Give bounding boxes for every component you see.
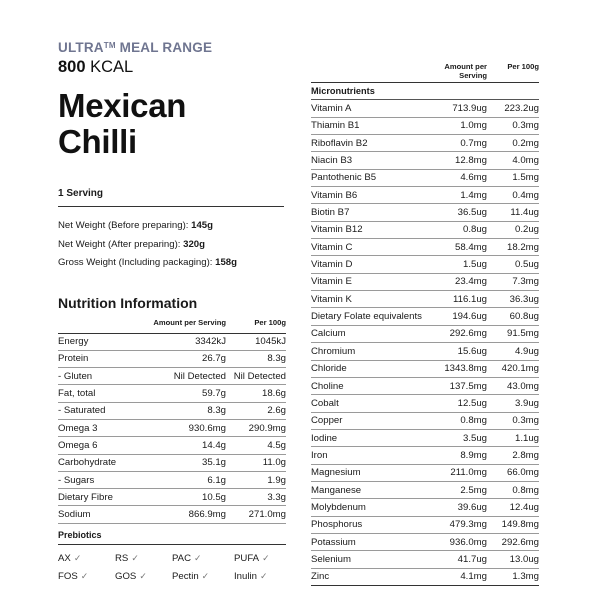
amount-per-serving: 15.6ug [423,343,487,360]
amount-per-serving: Nil Detected [138,368,226,385]
trademark-mark: TM [103,41,116,50]
table-row [311,377,539,394]
amount-per-100g: 0.2mg [487,135,539,152]
table-row [311,395,539,412]
nutrient-name: Vitamin A [311,100,423,117]
nutrient-name: Sodium [58,506,138,523]
meal-range-label [58,40,288,55]
prebiotic-item [234,571,286,582]
amount-per-100g: 18.2mg [487,239,539,256]
amount-per-100g: 11.4ug [487,204,539,221]
table-row [311,204,539,221]
amount-per-100g: 1.3mg [487,568,539,585]
nutrient-name: Cobalt [311,395,423,412]
amount-per-100g: 0.5ug [487,256,539,273]
amount-per-serving: 6.1g [138,471,226,488]
table-row [311,499,539,516]
table-row [311,447,539,464]
amount-per-100g: 7.3mg [487,273,539,290]
kcal-unit: KCAL [85,58,134,76]
amount-per-100g: 4.0mg [487,152,539,169]
nutrient-name: Chloride [311,360,423,377]
prebiotic-item [115,571,172,582]
nutrient-name: Magnesium [311,464,423,481]
nutrient-name: Selenium [311,551,423,568]
amount-per-100g: 290.9mg [226,419,286,436]
amount-per-100g: 420.1mg [487,360,539,377]
table-row [311,135,539,152]
amount-per-serving: 292.6mg [423,325,487,342]
amount-per-serving: 211.0mg [423,464,487,481]
amount-per-100g: 0.3mg [487,117,539,134]
amount-per-serving: 116.1ug [423,291,487,308]
nutrient-name: Pantothenic B5 [311,169,423,186]
table-row [58,471,286,488]
amount-per-serving: 713.9ug [423,100,487,117]
amount-per-serving: 39.6ug [423,499,487,516]
prebiotic-label: FOS [58,570,78,582]
amount-per-serving: 866.9mg [138,506,226,523]
table-row [311,412,539,429]
table-row [311,551,539,568]
col-amount-per-serving: Amount per Serving [138,318,226,334]
nutrient-name: Manganese [311,481,423,498]
col-per-100g: Per 100g [226,318,286,334]
amount-per-100g: Nil Detected [226,368,286,385]
weights-list [58,217,288,273]
amount-per-serving: 36.5ug [423,204,487,221]
table-row [311,291,539,308]
amount-per-100g: 66.0mg [487,464,539,481]
amount-per-serving: 1343.8mg [423,360,487,377]
table-row [311,568,539,585]
nutrition-table [58,318,286,524]
amount-per-100g: 18.6g [226,385,286,402]
amount-per-100g: 4.9ug [487,343,539,360]
table-row [58,454,286,471]
nutrient-name: - Sugars [58,471,138,488]
micronutrients-section-row [311,83,539,100]
amount-per-serving: 4.1mg [423,568,487,585]
nutrient-name: - Gluten [58,368,138,385]
amount-per-serving: 12.5ug [423,395,487,412]
product-info [58,40,288,524]
amount-per-serving: 59.7g [138,385,226,402]
nutrient-name: Thiamin B1 [311,117,423,134]
nutrient-name: Niacin B3 [311,152,423,169]
amount-per-100g: 3.9ug [487,395,539,412]
amount-per-serving: 23.4mg [423,273,487,290]
amount-per-100g: 271.0mg [226,506,286,523]
nutrient-name: Carbohydrate [58,454,138,471]
table-row [58,385,286,402]
table-row [311,464,539,481]
prebiotic-label: Inulin [234,570,257,582]
amount-per-100g: 1.9g [226,471,286,488]
amount-per-100g: 0.3mg [487,412,539,429]
amount-per-100g: 43.0mg [487,377,539,394]
prebiotic-label: RS [115,552,129,564]
checkmark-icon: ✓ [131,552,139,563]
prebiotic-label: PUFA [234,552,260,564]
amount-per-100g: 91.5mg [487,325,539,342]
amount-per-serving: 194.6ug [423,308,487,325]
range-suffix: MEAL RANGE [115,40,213,55]
amount-per-100g: 0.2ug [487,221,539,238]
nutrient-name: Vitamin K [311,291,423,308]
table-row [311,325,539,342]
amount-per-serving: 26.7g [138,350,226,367]
table-row [311,256,539,273]
amount-per-serving: 2.5mg [423,481,487,498]
title-line-1: Mexican [58,87,187,124]
nutrient-name: Energy [58,333,138,350]
amount-per-serving: 0.8mg [423,412,487,429]
table-row [311,360,539,377]
nutrition-title: Nutrition Information [58,294,198,311]
table-row [58,419,286,436]
amount-per-serving: 936.0mg [423,533,487,550]
section-label: Micronutrients [311,83,539,100]
amount-per-serving: 3342kJ [138,333,226,350]
micronutrients-panel [311,62,539,586]
prebiotic-item [234,553,286,564]
checkmark-icon: ✓ [73,552,82,563]
nutrient-name: Omega 6 [58,437,138,454]
amount-per-100g: 8.3g [226,350,286,367]
table-row [58,437,286,454]
prebiotics-title: Prebiotics [58,530,102,540]
weight-after: Net Weight (After preparing): 320g [58,238,206,250]
table-row [311,169,539,186]
table-row [311,273,539,290]
checkmark-icon: ✓ [262,552,270,563]
prebiotic-label: PAC [172,552,192,564]
amount-per-serving: 12.8mg [423,152,487,169]
table-row [311,429,539,446]
nutrient-name: Molybdenum [311,499,423,516]
nutrient-name: Phosphorus [311,516,423,533]
amount-per-100g: 2.6g [226,402,286,419]
table-row [311,187,539,204]
table-row [58,506,286,523]
amount-per-100g: 1.1ug [487,429,539,446]
amount-per-serving: 1.0mg [423,117,487,134]
nutrient-name: Fat, total [58,385,138,402]
nutrient-name: Zinc [311,568,423,585]
table-row [311,308,539,325]
amount-per-serving: 8.3g [138,402,226,419]
amount-per-100g: 4.5g [226,437,286,454]
micro-header-row [311,62,539,83]
checkmark-icon: ✓ [194,552,202,563]
amount-per-serving: 41.7ug [423,551,487,568]
checkmark-icon: ✓ [139,570,147,581]
amount-per-100g: 1.5mg [487,169,539,186]
table-row [311,100,539,117]
amount-per-serving: 137.5mg [423,377,487,394]
amount-per-100g: 0.8mg [487,481,539,498]
nutrient-name: Protein [58,350,138,367]
nutrient-name: Chromium [311,343,423,360]
prebiotic-item [58,553,115,564]
table-row [311,152,539,169]
amount-per-100g: 36.3ug [487,291,539,308]
prebiotics-grid [58,549,286,585]
title-line-2: Chilli [58,123,137,160]
nutrient-name: Potassium [311,533,423,550]
table-row [311,343,539,360]
nutrient-name: Copper [311,412,423,429]
amount-per-100g: 3.3g [226,489,286,506]
table-row [311,117,539,134]
col-amount-per-serving: Amount per Serving [444,62,487,80]
amount-per-serving: 1.5ug [423,256,487,273]
amount-per-serving: 930.6mg [138,419,226,436]
amount-per-100g: 1045kJ [226,333,286,350]
table-row [311,533,539,550]
range-name: ULTRA [58,40,104,55]
checkmark-icon: ✓ [201,570,210,581]
nutrient-name: Choline [311,377,423,394]
amount-per-serving: 479.3mg [423,516,487,533]
table-row [311,516,539,533]
table-row [58,350,286,367]
nutrient-name: Iron [311,447,423,464]
amount-per-100g: 11.0g [226,454,286,471]
prebiotic-label: GOS [115,570,137,582]
amount-per-serving: 0.8ug [423,221,487,238]
amount-per-serving: 10.5g [138,489,226,506]
nutrient-name: Vitamin D [311,256,423,273]
nutrient-name: Vitamin C [311,239,423,256]
table-row [58,333,286,350]
table-row [311,239,539,256]
product-title [58,88,288,160]
amount-per-100g: 13.0ug [487,551,539,568]
prebiotic-item [172,553,234,564]
divider [58,206,284,207]
nutrient-name: Dietary Fibre [58,489,138,506]
nutrient-name: Vitamin B12 [311,221,423,238]
serving-label: 1 Serving [58,188,104,199]
prebiotic-item [58,571,115,582]
amount-per-serving: 1.4mg [423,187,487,204]
checkmark-icon: ✓ [259,570,268,581]
prebiotic-item [115,553,172,564]
nutrient-name: - Saturated [58,402,138,419]
amount-per-100g: 0.4mg [487,187,539,204]
nutrient-name: Dietary Folate equivalents [311,308,423,325]
weight-gross: Gross Weight (Including packaging): 158g [58,257,238,268]
amount-per-serving: 0.7mg [423,135,487,152]
prebiotic-item [172,571,234,582]
amount-per-100g: 2.8mg [487,447,539,464]
nutrient-name: Riboflavin B2 [311,135,423,152]
amount-per-serving: 4.6mg [423,169,487,186]
amount-per-serving: 58.4mg [423,239,487,256]
checkmark-icon: ✓ [80,570,89,581]
weight-before: Net Weight (Before preparing): 145g [58,220,214,231]
nutrient-name: Calcium [311,325,423,342]
amount-per-100g: 60.8ug [487,308,539,325]
col-per-100g: Per 100g [507,62,539,71]
micronutrients-table [311,62,539,586]
amount-per-serving: 8.9mg [423,447,487,464]
table-row [311,481,539,498]
amount-per-serving: 3.5ug [423,429,487,446]
table-row [58,402,286,419]
prebiotic-label: Pectin [172,570,199,582]
table-row [311,221,539,238]
amount-per-100g: 149.8mg [487,516,539,533]
nutrition-header-row [58,318,286,334]
divider [58,544,286,545]
amount-per-100g: 223.2ug [487,100,539,117]
amount-per-100g: 292.6mg [487,533,539,550]
amount-per-serving: 35.1g [138,454,226,471]
nutrient-name: Omega 3 [58,419,138,436]
nutrient-name: Biotin B7 [311,204,423,221]
calorie-count [58,58,288,77]
nutrient-name: Vitamin E [311,273,423,290]
nutrient-name: Vitamin B6 [311,187,423,204]
table-row [58,489,286,506]
kcal-value: 800 [58,58,86,76]
nutrient-name: Iodine [311,429,423,446]
amount-per-serving: 14.4g [138,437,226,454]
amount-per-100g: 12.4ug [487,499,539,516]
prebiotic-label: AX [58,552,71,564]
table-row [58,368,286,385]
